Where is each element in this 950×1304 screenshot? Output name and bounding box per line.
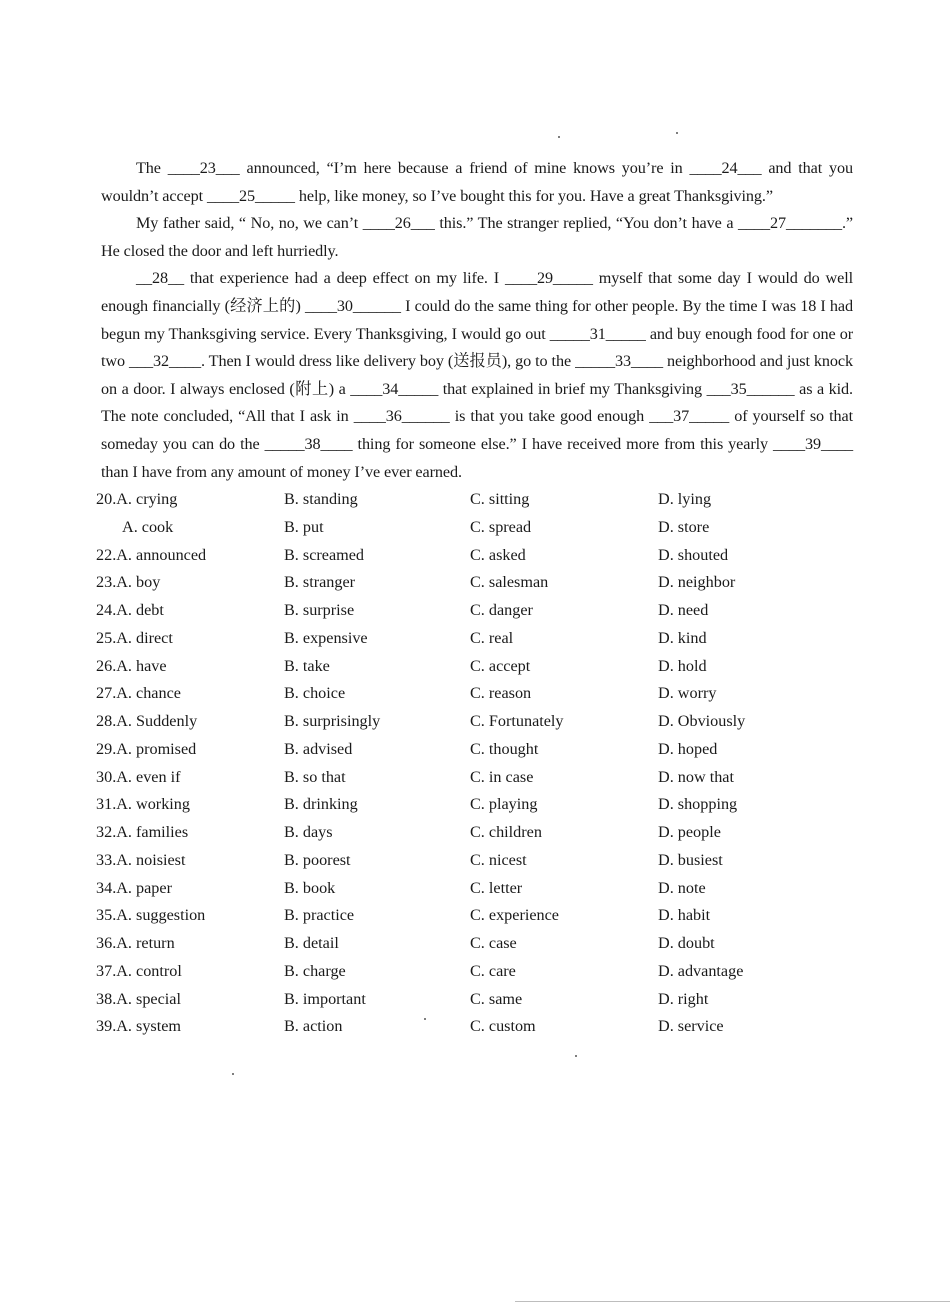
option-b: B. action <box>284 1017 343 1036</box>
option-c: C. children <box>470 823 542 841</box>
option-row <box>96 958 856 986</box>
passage-paragraph-2: My father said, “ No, no, we can’t ____26___ this.” The stranger replied, “You don’t have a ____27_______.” He closed the door and left hurriedly. <box>101 214 853 260</box>
option-a: A. cook <box>122 517 174 536</box>
option-c: C. salesman <box>470 573 549 592</box>
option-a: 32.A. families <box>96 823 189 841</box>
option-a: 28.A. Suddenly <box>96 712 198 730</box>
option-a: 39.A. system <box>96 1017 181 1036</box>
option-row <box>96 847 856 875</box>
scan-speck <box>558 136 560 138</box>
option-d: D. kind <box>658 628 707 647</box>
option-d: D. advantage <box>658 961 744 980</box>
scan-speck <box>232 1073 234 1075</box>
option-b: B. important <box>284 989 366 1008</box>
option-b: B. detail <box>284 934 339 952</box>
option-b: B. put <box>284 517 324 536</box>
option-b: B. surprise <box>284 601 355 619</box>
option-b: B. book <box>284 878 336 897</box>
option-d: D. hoped <box>658 739 718 758</box>
option-b: B. stranger <box>284 573 356 592</box>
option-d: D. busiest <box>658 850 723 869</box>
option-row <box>96 542 856 570</box>
option-b: B. drinking <box>284 795 358 814</box>
option-row <box>96 680 856 708</box>
cloze-passage <box>101 155 853 486</box>
option-a: 34.A. paper <box>96 878 172 897</box>
option-d: D. note <box>658 878 706 897</box>
option-row <box>96 708 856 736</box>
option-c: C. in case <box>470 767 534 786</box>
option-d: D. neighbor <box>658 573 736 592</box>
passage-paragraph-1: The ____23___ announced, “I’m here because a friend of mine knows you’re in ____24___ and that you wouldn’t accept ____25_____ help, like money, so I’ve bought this for you. Have a great Thanksgiving.” <box>101 159 853 205</box>
option-row <box>96 569 856 597</box>
option-c: C. asked <box>470 545 526 564</box>
option-b: B. standing <box>284 490 358 508</box>
option-d: D. store <box>658 517 710 536</box>
option-c: C. playing <box>470 795 538 814</box>
option-b: B. choice <box>284 684 346 703</box>
option-a: 25.A. direct <box>96 628 173 647</box>
option-a: 23.A. boy <box>96 573 161 592</box>
option-d: D. now that <box>658 767 734 786</box>
option-c: C. experience <box>470 906 559 925</box>
option-d: D. hold <box>658 656 707 675</box>
option-c: C. same <box>470 989 523 1008</box>
option-a: 24.A. debt <box>96 601 164 619</box>
option-a: 30.A. even if <box>96 767 181 786</box>
option-row <box>96 986 856 1014</box>
option-a: 33.A. noisiest <box>96 850 186 869</box>
option-b: B. screamed <box>284 545 365 564</box>
option-d: D. Obviously <box>658 712 746 730</box>
option-row <box>96 819 856 847</box>
option-a: 35.A. suggestion <box>96 906 206 925</box>
option-a: 26.A. have <box>96 656 167 675</box>
option-c: C. custom <box>470 1017 536 1036</box>
option-row <box>96 875 856 903</box>
option-d: D. right <box>658 989 709 1008</box>
option-row <box>96 514 856 542</box>
option-c: C. case <box>470 934 517 952</box>
option-c: C. real <box>470 628 514 647</box>
option-b: B. expensive <box>284 628 368 647</box>
scan-speck <box>575 1055 577 1057</box>
option-d: D. shopping <box>658 795 738 814</box>
option-c: C. care <box>470 961 516 980</box>
option-a: 27.A. chance <box>96 684 181 703</box>
option-c: C. danger <box>470 601 533 619</box>
option-b: B. so that <box>284 767 346 786</box>
option-d: D. people <box>658 823 721 841</box>
option-row <box>96 1013 856 1041</box>
option-b: B. practice <box>284 906 355 925</box>
option-d: D. doubt <box>658 934 715 952</box>
option-d: D. need <box>658 601 709 619</box>
option-d: D. habit <box>658 906 711 925</box>
option-a: 29.A. promised <box>96 739 197 758</box>
option-c: C. thought <box>470 739 539 758</box>
option-a: 38.A. special <box>96 989 181 1008</box>
option-d: D. lying <box>658 490 712 508</box>
option-row <box>96 930 856 958</box>
option-c: C. spread <box>470 517 532 536</box>
passage-paragraph-3: __28__ that experience had a deep effect on my life. I ____29_____ myself that some day I would do well enough financially (经济上的) ____30______ I could do the same thing for other people. By the time I was 18 I had begun my Thanksgiving service. Every Thanksgiving, I would go out _____31_____ and buy enough food for one or two ___32____. Then I would dress like delivery boy (送报员), go to the _____33____ neighborhood and just knock on a door. I always enclosed (附上) a ____34_____ that explained in brief my Thanksgiving ___35______ as a kid. The note concluded, “All that I ask in ____36______ is that you take good enough ___37_____ of yourself so that someday you can do the _____38____ thing for someone else.” I have received more from this yearly ____39____ than I have from any amount of money I’ve ever earned. <box>101 269 853 481</box>
option-c: C. sitting <box>470 490 530 508</box>
option-c: C. accept <box>470 656 531 675</box>
option-a: 31.A. working <box>96 795 190 814</box>
option-a: 20.A. crying <box>96 490 178 508</box>
option-c: C. nicest <box>470 850 527 869</box>
option-row <box>96 736 856 764</box>
option-b: B. take <box>284 656 330 675</box>
option-c: C. letter <box>470 878 523 897</box>
option-b: B. poorest <box>284 850 351 869</box>
option-b: B. advised <box>284 739 353 758</box>
scan-speck <box>424 1018 426 1020</box>
option-b: B. days <box>284 823 333 841</box>
option-c: C. reason <box>470 684 532 703</box>
option-d: D. shouted <box>658 545 729 564</box>
option-d: D. worry <box>658 684 717 703</box>
answer-options-list <box>96 486 856 1041</box>
option-b: B. charge <box>284 961 346 980</box>
option-c: C. Fortunately <box>470 712 564 730</box>
option-row <box>96 764 856 792</box>
option-d: D. service <box>658 1017 724 1036</box>
option-row <box>96 902 856 930</box>
option-row <box>96 791 856 819</box>
option-a: 36.A. return <box>96 934 175 952</box>
option-a: 22.A. announced <box>96 545 207 564</box>
option-a: 37.A. control <box>96 961 182 980</box>
option-row <box>96 486 856 514</box>
option-row <box>96 625 856 653</box>
scan-edge-line <box>515 1301 950 1302</box>
scan-speck <box>676 132 678 134</box>
option-b: B. surprisingly <box>284 712 381 730</box>
option-row <box>96 597 856 625</box>
option-row <box>96 653 856 681</box>
